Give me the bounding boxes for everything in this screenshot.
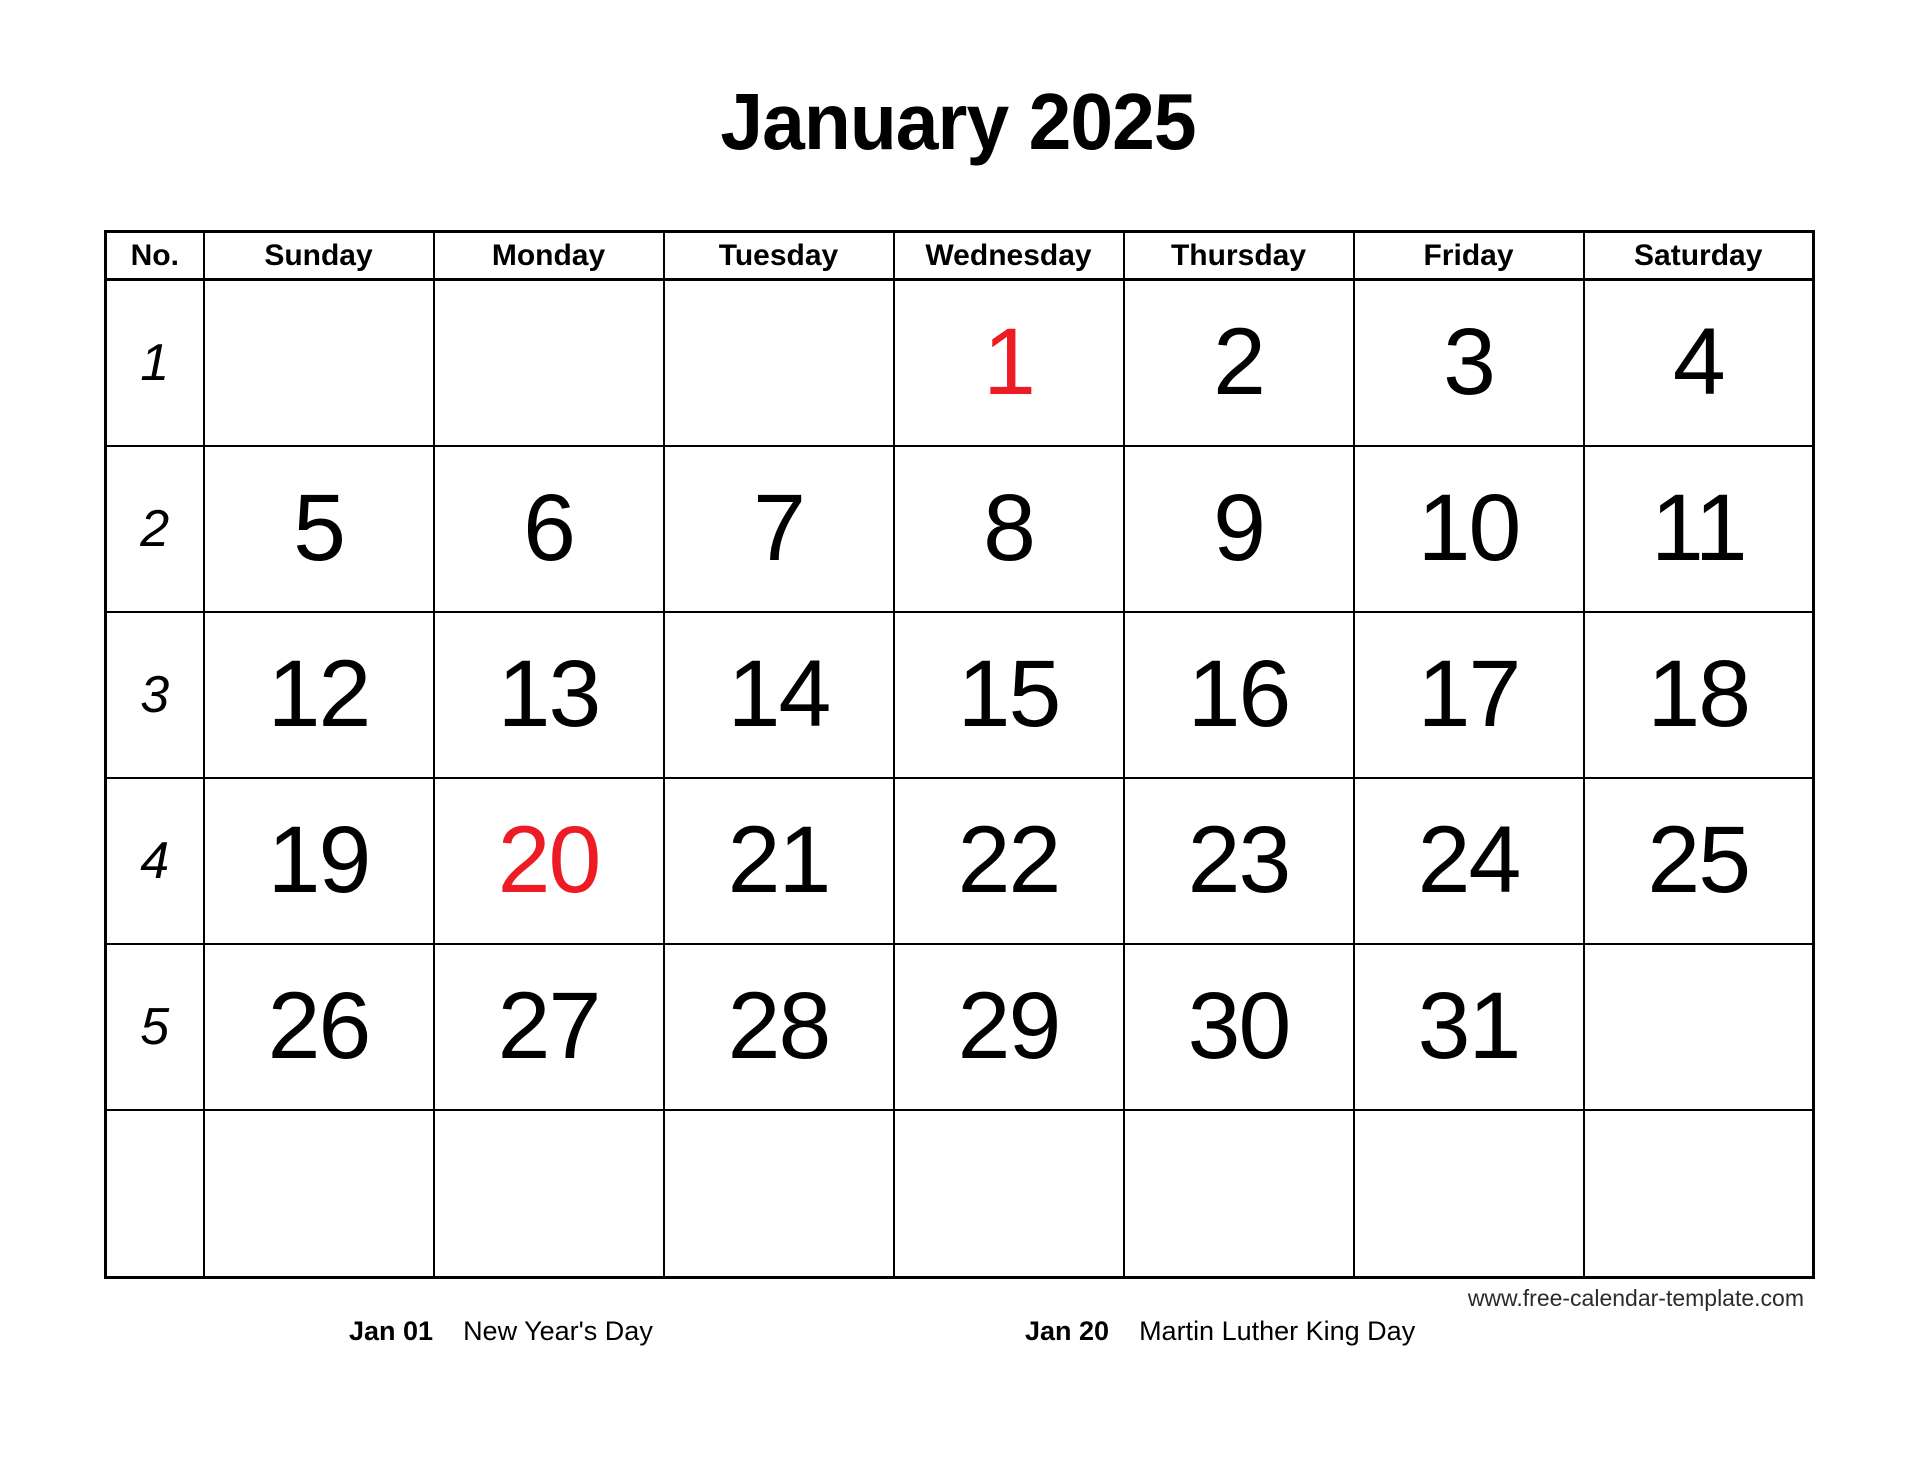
day-cell-empty [1584, 944, 1814, 1110]
day-cell-14: 14 [664, 612, 894, 778]
week-number-1: 1 [106, 280, 204, 446]
day-cell-9: 9 [1124, 446, 1354, 612]
day-cell-empty [1354, 1110, 1584, 1278]
day-cell-22: 22 [894, 778, 1124, 944]
day-cell-5: 5 [204, 446, 434, 612]
day-cell-26: 26 [204, 944, 434, 1110]
day-cell-13: 13 [434, 612, 664, 778]
day-cell-empty [204, 280, 434, 446]
holiday-date: Jan 20 [1025, 1316, 1110, 1346]
holiday-date: Jan 01 [349, 1316, 434, 1346]
week-row-3 [106, 612, 1814, 778]
week-number-empty [106, 1110, 204, 1278]
day-cell-1: 1 [894, 280, 1124, 446]
day-cell-15: 15 [894, 612, 1124, 778]
day-cell-31: 31 [1354, 944, 1584, 1110]
day-cell-2: 2 [1124, 280, 1354, 446]
day-cell-empty [204, 1110, 434, 1278]
weekday-header-row [106, 232, 1814, 280]
day-cell-18: 18 [1584, 612, 1814, 778]
day-cell-8: 8 [894, 446, 1124, 612]
weekday-header-monday: Monday [434, 232, 664, 280]
day-cell-29: 29 [894, 944, 1124, 1110]
day-cell-27: 27 [434, 944, 664, 1110]
day-cell-empty [664, 280, 894, 446]
day-cell-20: 20 [434, 778, 664, 944]
holiday-name: Martin Luther King Day [1139, 1316, 1416, 1346]
holiday-name: New Year's Day [463, 1316, 653, 1346]
day-cell-6: 6 [434, 446, 664, 612]
day-cell-empty [664, 1110, 894, 1278]
day-cell-25: 25 [1584, 778, 1814, 944]
day-cell-7: 7 [664, 446, 894, 612]
day-cell-21: 21 [664, 778, 894, 944]
day-cell-empty [434, 280, 664, 446]
day-cell-3: 3 [1354, 280, 1584, 446]
day-cell-empty [1584, 1110, 1814, 1278]
holiday-entry [1025, 1316, 1415, 1347]
calendar-table [104, 230, 1815, 1279]
weekday-header-saturday: Saturday [1584, 232, 1814, 280]
weekday-header-wednesday: Wednesday [894, 232, 1124, 280]
day-cell-empty [434, 1110, 664, 1278]
weekday-header-thursday: Thursday [1124, 232, 1354, 280]
day-cell-10: 10 [1354, 446, 1584, 612]
week-row-empty [106, 1110, 1814, 1278]
week-row-5 [106, 944, 1814, 1110]
day-cell-4: 4 [1584, 280, 1814, 446]
day-cell-empty [894, 1110, 1124, 1278]
day-cell-17: 17 [1354, 612, 1584, 778]
week-number-3: 3 [106, 612, 204, 778]
day-cell-24: 24 [1354, 778, 1584, 944]
week-number-5: 5 [106, 944, 204, 1110]
day-cell-empty [1124, 1110, 1354, 1278]
day-cell-16: 16 [1124, 612, 1354, 778]
holiday-entry [349, 1316, 653, 1347]
weekday-header-no: No. [106, 232, 204, 280]
page-title: January 2025 [720, 77, 1196, 166]
week-number-2: 2 [106, 446, 204, 612]
watermark-url: www.free-calendar-template.com [1467, 1285, 1804, 1311]
weekday-header-friday: Friday [1354, 232, 1584, 280]
week-number-4: 4 [106, 778, 204, 944]
day-cell-23: 23 [1124, 778, 1354, 944]
day-cell-19: 19 [204, 778, 434, 944]
day-cell-30: 30 [1124, 944, 1354, 1110]
weekday-header-sunday: Sunday [204, 232, 434, 280]
week-row-4 [106, 778, 1814, 944]
week-row-2 [106, 446, 1814, 612]
weekday-header-tuesday: Tuesday [664, 232, 894, 280]
day-cell-11: 11 [1584, 446, 1814, 612]
week-row-1 [106, 280, 1814, 446]
day-cell-12: 12 [204, 612, 434, 778]
day-cell-28: 28 [664, 944, 894, 1110]
